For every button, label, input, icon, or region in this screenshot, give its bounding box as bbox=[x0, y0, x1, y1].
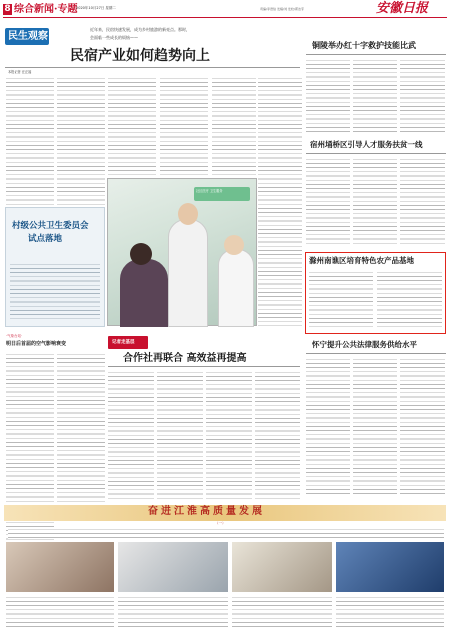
right-story-3-body-2 bbox=[353, 357, 397, 497]
date-line: 2020年10月27日 星期二 bbox=[76, 6, 116, 10]
bottom-body-4 bbox=[336, 595, 444, 629]
left-box-title-1: 村级公共卫生委员会 bbox=[12, 221, 89, 231]
page-number: 8 bbox=[4, 4, 11, 14]
bottom-photo-4 bbox=[336, 542, 444, 592]
story-kicker: 近年来，民宿快速发展，成为乡村旅游的新亮点。那时， bbox=[90, 27, 190, 32]
nurse-figure bbox=[218, 249, 254, 327]
right-story-1-rule bbox=[306, 54, 446, 55]
right-story-1-body-3 bbox=[400, 58, 445, 133]
column-label: 民生观察 bbox=[8, 31, 48, 42]
bottom-intro bbox=[8, 527, 444, 539]
medical-photo bbox=[107, 178, 257, 326]
bottom-body-1 bbox=[6, 595, 114, 629]
bottom-banner-subtitle: （一） bbox=[215, 521, 226, 525]
highlight-body-2 bbox=[377, 270, 442, 330]
highlight-body-1 bbox=[309, 270, 373, 330]
left-small-title: 明日后首届的空气影响衰变 bbox=[6, 341, 67, 347]
middle-body-1 bbox=[108, 370, 154, 500]
nurse-head bbox=[224, 235, 244, 255]
patient-figure bbox=[120, 259, 168, 327]
middle-body-2 bbox=[157, 370, 203, 500]
bottom-banner-title: 奋进江淮高质量发展 bbox=[148, 506, 265, 517]
middle-body-4 bbox=[255, 370, 300, 500]
doctor-head bbox=[178, 203, 198, 225]
right-story-3-body-3 bbox=[400, 357, 445, 497]
right-story-3-title: 怀宁提升公共法律服务供给水平 bbox=[312, 340, 417, 349]
middle-body-3 bbox=[206, 370, 252, 500]
middle-title: 合作社再联合 高效益再提高 bbox=[123, 353, 247, 364]
bottom-photo-2 bbox=[118, 542, 228, 592]
top-story-body-5 bbox=[212, 76, 256, 176]
right-story-2-body-2 bbox=[353, 157, 397, 247]
bottom-body-3 bbox=[232, 595, 332, 629]
bottom-photo-3 bbox=[232, 542, 332, 592]
top-story-byline: 本报记者 汪正福 bbox=[8, 70, 32, 74]
story-kicker-2: 会面临一些成长的烦恼—— bbox=[90, 35, 138, 40]
patient-head bbox=[130, 243, 152, 265]
right-story-1-title: 铜陵举办红十字救护技能比武 bbox=[312, 40, 416, 50]
section-title: 综合新闻·专题 bbox=[14, 4, 78, 15]
right-story-3-rule bbox=[306, 353, 446, 354]
right-story-2-body-1 bbox=[306, 157, 350, 247]
top-story-body-4 bbox=[160, 76, 208, 176]
left-small-label: ·气象台站· bbox=[6, 334, 23, 338]
top-story-rule bbox=[5, 67, 300, 68]
top-story-body-6 bbox=[258, 76, 302, 326]
masthead-rule bbox=[3, 17, 447, 18]
middle-rule bbox=[108, 366, 300, 367]
photo-label: 社区医疗 卫生服务 bbox=[196, 189, 223, 193]
right-story-3-body-1 bbox=[306, 357, 350, 497]
right-story-2-rule bbox=[306, 153, 446, 154]
right-story-2-title: 宿州埇桥区引导人才服务扶贫一线 bbox=[310, 140, 423, 149]
top-story-body-1 bbox=[6, 76, 54, 206]
highlight-title: 滁州南谯区培育特色农产品基地 bbox=[309, 256, 414, 265]
top-story-title: 民宿产业如何趋势向上 bbox=[70, 48, 210, 64]
right-story-1-body-2 bbox=[353, 58, 397, 133]
left-small-body-2 bbox=[57, 352, 105, 502]
bottom-photo-1 bbox=[6, 542, 114, 592]
right-story-1-body-1 bbox=[306, 58, 350, 133]
left-box-title-2: 试点落地 bbox=[28, 234, 63, 244]
top-story-body-3 bbox=[108, 76, 156, 176]
left-box-body bbox=[10, 262, 100, 322]
paper-name: 安徽日报 bbox=[376, 1, 429, 16]
doctor-figure bbox=[168, 219, 208, 327]
editors-line: 责编/李语信 发稿/刘 发校/郭洁芽 bbox=[260, 7, 304, 11]
right-story-2-body-3 bbox=[400, 157, 445, 247]
bottom-body-2 bbox=[118, 595, 228, 629]
middle-banner-text: 记者走基层 bbox=[112, 340, 135, 345]
